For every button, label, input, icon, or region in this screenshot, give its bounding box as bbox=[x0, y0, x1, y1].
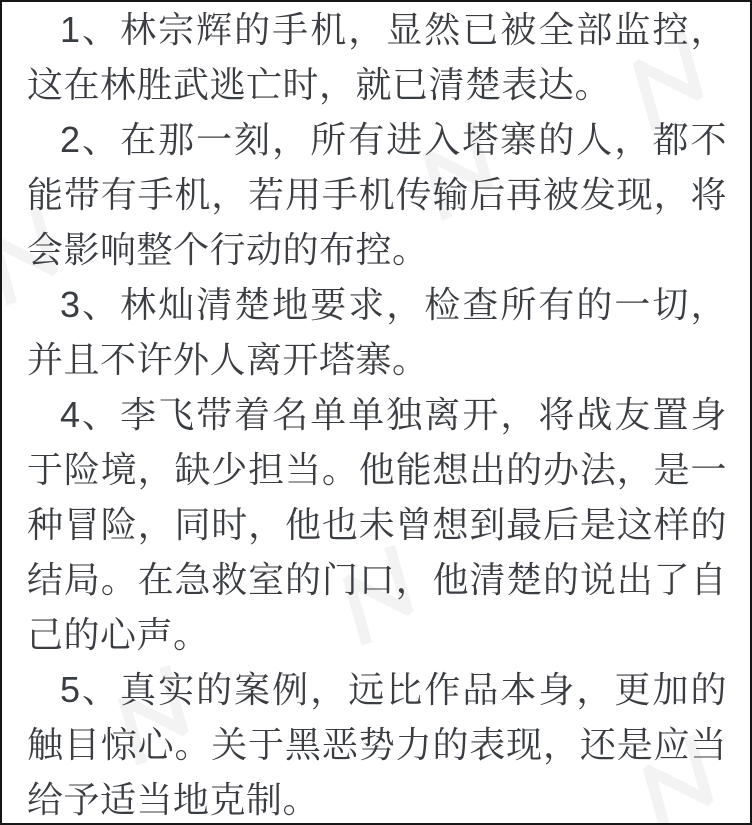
paragraph-5: 5、真实的案例，远比作品本身，更加的触目惊心。关于黑恶势力的表现，还是应当给予适当地克制。 bbox=[27, 669, 727, 820]
paragraph-3: 3、林灿清楚地要求，检查所有的一切，并且不许外人离开塔寨。 bbox=[27, 284, 727, 380]
article-body bbox=[2, 2, 750, 825]
paragraph-1: 1、林宗辉的手机，显然已被全部监控，这在林胜武逃亡时，就已清楚表达。 bbox=[27, 9, 727, 105]
paragraph-4: 4、李飞带着名单单独离开，将战友置身于险境，缺少担当。他能想出的办法，是一种冒险，同时，他也未曾想到最后是这样的结局。在急救室的门口，他清楚的说出了自己的心声。 bbox=[27, 394, 727, 655]
paragraph-2: 2、在那一刻，所有进入塔寨的人，都不能带有手机，若用手机传输后再被发现，将会影响整个行动的布控。 bbox=[27, 119, 727, 270]
